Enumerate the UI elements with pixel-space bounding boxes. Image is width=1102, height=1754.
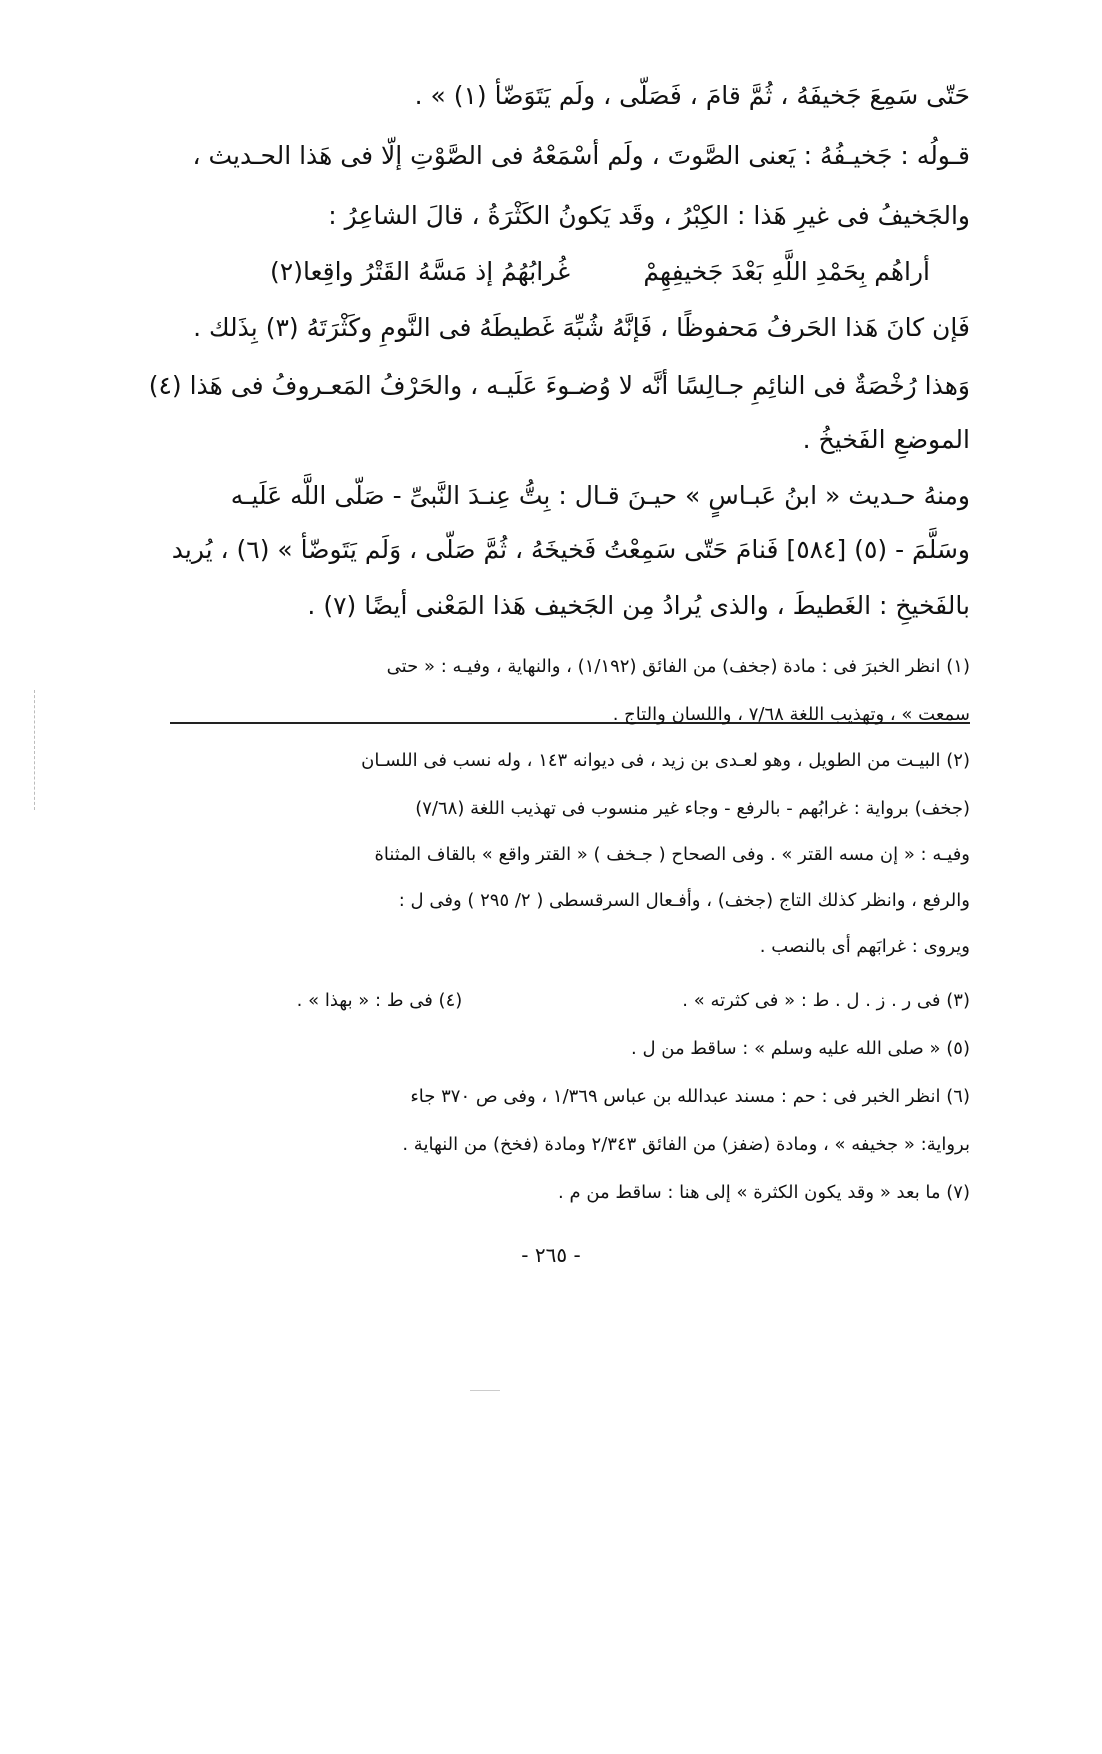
footnote-1-line-1: (١) انظر الخبرَ فى : مادة (جخف) من الفائق (١/١٩٢) ، والنهاية ، وفيـه : « حتى [386,656,970,677]
footnote-2-line-4: والرفع ، وانظر كذلك التاج (جخف) ، وأفـعال السرقسطى ( ٢/ ٢٩٥ ) وفى ل : [398,890,970,911]
page-number: - ٢٦٥ - [521,1243,581,1267]
footnote-2-line-5: ويروى : غرابَهم أى بالنصب . [759,936,970,957]
body-line-5: وَهذا رُخْصَةٌ فى النائِمِ جـالِسًا أنَّه لا وُضـوءَ عَلَيـه ، والحَرْفُ المَعـروفُ فى هَذا (٤) [148,371,970,400]
footnote-6-line-1: (٦) انظر الخبر فى : حم : مسند عبدالله بن عباس ١/٣٦٩ ، وفى ص ٣٧٠ جاء [410,1086,970,1107]
footnote-5: (٥) « صلى الله عليه وسلم » : ساقط من ل . [631,1038,970,1059]
footnote-1-line-2: سمعت » ، وتهذيب اللغة ٧/٦٨ ، واللسان والتاج . [612,704,970,725]
body-line-7: ومنهُ حـديث « ابنُ عَبـاسٍ » حيـنَ قـال : بِتُّ عِنـدَ النَّبىِّ - صَلّى اللَّه عَلَيـه [230,481,970,510]
body-line-6: الموضعِ الفَخيخُ . [802,425,970,454]
body-line-1: حَتّى سَمِعَ جَخيفَهُ ، ثُمَّ قامَ ، فَصَلّى ، ولَم يَتَوَضّأ (١) » . [414,81,970,110]
body-line-3: والجَخيفُ فى غيرِ هَذا : الكِبْرُ ، وقَد يَكونُ الكَثْرَةُ ، قالَ الشاعِرُ : [328,201,970,230]
verse-first-hemistich: أراهُم بِحَمْدِ اللَّهِ بَعْدَ جَخيفِهِمْ [643,257,930,286]
footnote-4: (٤) فى ط : « بهذا » . [296,990,463,1011]
body-line-2: قـولُه : جَخيـفُهُ : يَعنى الصَّوتَ ، ولَم أسْمَعْهُ فى الصَّوْتِ إلّا فى هَذا الحـديث ، [192,141,970,170]
footnote-7: (٧) ما بعد « وقد يكون الكثرة » إلى هنا : ساقط من م . [558,1182,970,1203]
body-line-4: فَإن كانَ هَذا الحَرفُ مَحفوظًا ، فَإنَّهُ شُبِّهَ غَطيطَهُ فى النَّومِ وكَثْرَتَهُ (٣) بِذَلك . [193,313,970,342]
footnote-2-line-2: (جخف) برواية : غرابُهم - بالرفع - وجاء غير منسوب فى تهذيب اللغة (٧/٦٨) [415,798,970,819]
poem-verse [170,252,970,292]
verse-second-hemistich: غُرابُهُمُ إذ مَسَّهُ القَتْرُ واقِعا(٢) [270,257,571,286]
body-line-9: بالفَخيخِ : الغَطيطَ ، والذى يُرادُ مِن الجَخيف هَذا المَعْنى أيضًا (٧) . [307,591,970,620]
scan-artifact-mark [34,690,35,810]
scan-artifact-rule [470,1390,500,1391]
footnotes-3-4 [170,986,970,1016]
body-line-8: وسَلَّمَ - (٥) [٥٨٤] فَنامَ حَتّى سَمِعْتُ فَخيخَهُ ، ثُمَّ صَلّى ، وَلَم يَتَوضّأ » (٦) ، يُريد [171,535,970,564]
footnote-6-line-2: برواية: « جخيفه » ، ومادة (ضفز) من الفائق ٢/٣٤٣ ومادة (فخخ) من النهاية . [402,1134,970,1155]
footnote-3: (٣) فى ر . ز . ل . ط : « فى كثرته » . [682,990,970,1011]
footnote-2-line-1: (٢) البيـت من الطويل ، وهو لعـدى بن زيد ، فى ديوانه ١٤٣ ، وله نسب فى اللسـان [361,750,970,771]
footnote-2-line-3: وفيـه : « إن مسه القتر » . وفى الصحاح ( جـخف ) « القتر واقع » بالقاف المثناة [374,844,970,865]
